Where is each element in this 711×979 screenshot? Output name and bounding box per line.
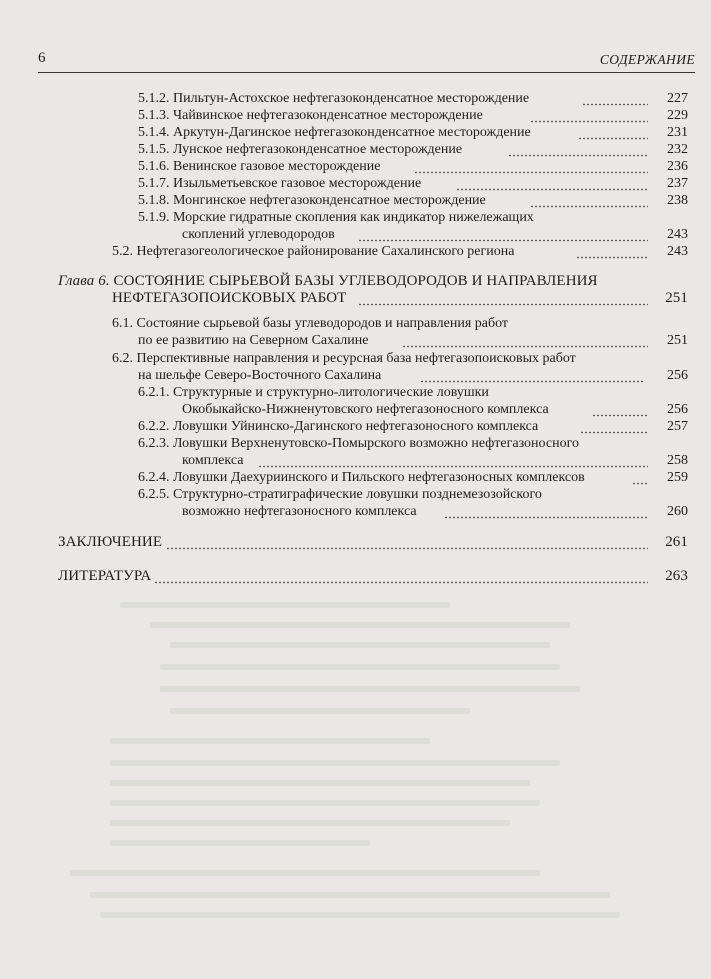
chapter-heading <box>58 273 688 290</box>
toc-entry-title: 5.1.5. Лунское нефтегазоконденсатное месторождение <box>138 142 463 157</box>
toc-entry <box>138 209 688 226</box>
toc-page-number: 261 <box>665 534 688 550</box>
toc-entry <box>138 435 688 452</box>
toc-entry-title: 5.1.6. Венинское газовое месторождение <box>138 159 381 174</box>
dot-leader <box>582 90 648 107</box>
dot-leader <box>444 503 648 520</box>
dot-leader <box>154 568 648 585</box>
toc-entry-title: 6.2.1. Структурные и структурно-литологические ловушки <box>138 385 489 400</box>
toc-entry-title: 6.2.3. Ловушки Верхненутовско-Помырского возможно нефтегазоносного <box>138 436 579 451</box>
toc-entry <box>138 175 688 192</box>
toc-entry <box>138 469 688 486</box>
toc-entry-title: 5.1.8. Монгинское нефтегазоконденсатное месторождение <box>138 193 486 208</box>
dot-leader <box>508 141 648 158</box>
toc-page-number: 227 <box>667 91 688 106</box>
toc-page-number: 237 <box>667 176 688 191</box>
toc-entry-title: на шельфе Северо-Восточного Сахалина <box>138 368 382 383</box>
chapter-heading-continuation <box>112 290 688 307</box>
toc-page-number: 257 <box>667 419 688 434</box>
toc-page-number: 258 <box>667 453 688 468</box>
toc-entry-title: скоплений углеводородов <box>182 227 335 242</box>
toc-entry-references <box>58 568 688 585</box>
toc-entry <box>138 192 688 209</box>
toc-entry-title: 5.1.3. Чайвинское нефтегазоконденсатное месторождение <box>138 108 483 123</box>
toc-entry <box>112 243 688 260</box>
toc-entry-title: возможно нефтегазоносного комплекса <box>182 504 417 519</box>
dot-leader <box>530 107 648 124</box>
chapter-title: СОСТОЯНИЕ СЫРЬЕВОЙ БАЗЫ УГЛЕВОДОРОДОВ И НАПРАВЛЕНИЯ <box>113 273 598 289</box>
toc-page-number: 243 <box>667 227 688 242</box>
toc-entry-title: 6.2.4. Ловушки Даехуриинского и Пильского нефтегазоносных комплексов <box>138 470 585 485</box>
toc-entry <box>138 124 688 141</box>
toc-entry <box>138 384 688 401</box>
chapter-title: НЕФТЕГАЗОПОИСКОВЫХ РАБОТ <box>112 290 347 306</box>
toc-entry-title: комплекса <box>182 453 244 468</box>
dot-leader <box>420 367 644 384</box>
toc-entry-continuation <box>138 332 688 349</box>
toc-entry-continuation <box>182 452 688 469</box>
dot-leader <box>578 124 648 141</box>
toc-page-number: 229 <box>667 108 688 123</box>
toc-entry-title: 6.2. Перспективные направления и ресурсная база нефтегазопоисковых работ <box>112 351 576 366</box>
toc-entry-title: 5.2. Нефтегазогеологическое районирование Сахалинского региона <box>112 244 515 259</box>
dot-leader <box>358 226 648 243</box>
toc-entry-conclusion <box>58 534 688 551</box>
toc-entry-continuation <box>182 503 688 520</box>
toc-page-number: 251 <box>667 333 688 348</box>
toc-entry-title: 6.1. Состояние сырьевой базы углеводородов и направления работ <box>112 316 509 331</box>
running-title: СОДЕРЖАНИЕ <box>599 52 695 67</box>
toc-page-number: 232 <box>667 142 688 157</box>
toc-page-number: 260 <box>667 504 688 519</box>
dot-leader <box>414 158 648 175</box>
toc-entry <box>138 486 688 503</box>
page-header <box>38 50 695 73</box>
dot-leader <box>530 192 648 209</box>
toc-page-number: 238 <box>667 193 688 208</box>
toc-page-number: 256 <box>667 402 688 417</box>
dot-leader <box>592 401 648 418</box>
toc-entry <box>138 90 688 107</box>
toc-entry-title: Окобыкайско-Нижненутовского нефтегазоносного комплекса <box>182 402 549 417</box>
dot-leader <box>576 243 648 260</box>
toc-page-number: 259 <box>667 470 688 485</box>
dot-leader <box>456 175 648 192</box>
toc-entry <box>138 107 688 124</box>
toc-entry-title: по ее развитию на Северном Сахалине <box>138 333 369 348</box>
chapter-label: Глава 6. <box>58 273 110 289</box>
dot-leader <box>632 469 648 486</box>
toc-entry-title: ЛИТЕРАТУРА <box>58 568 152 584</box>
toc-entry-title: 5.1.9. Морские гидратные скопления как индикатор нижележащих <box>138 210 534 225</box>
toc-entry-title: ЗАКЛЮЧЕНИЕ <box>58 534 163 550</box>
toc-entry-title: 6.2.5. Структурно-стратиграфические ловушки позднемезозойского <box>138 487 542 502</box>
toc-entry <box>138 141 688 158</box>
page-number: 6 <box>38 50 46 66</box>
dot-leader <box>580 418 648 435</box>
toc-page-number: 263 <box>665 568 688 584</box>
toc-entry <box>112 350 688 367</box>
toc-page-number: 256 <box>667 368 688 383</box>
toc-entry-title: 6.2.2. Ловушки Уйнинско-Дагинского нефтегазоносного комплекса <box>138 419 539 434</box>
toc-entry <box>138 158 688 175</box>
dot-leader <box>166 534 648 551</box>
dot-leader <box>402 332 648 349</box>
dot-leader <box>258 452 648 469</box>
toc-entry-continuation <box>138 367 688 384</box>
toc-entry-title: 5.1.2. Пильтун-Астохское нефтегазоконденсатное месторождение <box>138 91 530 106</box>
toc-entry <box>138 418 688 435</box>
toc-page-number: 251 <box>665 290 688 306</box>
toc-entry-continuation <box>182 226 688 243</box>
toc-entry-title: 5.1.4. Аркутун-Дагинское нефтегазоконденсатное месторождение <box>138 125 531 140</box>
toc-page-number: 243 <box>667 244 688 259</box>
toc-page-number: 231 <box>667 125 688 140</box>
toc-page-number: 236 <box>667 159 688 174</box>
toc-entry-continuation <box>182 401 688 418</box>
dot-leader <box>358 290 648 307</box>
toc-entry-title: 5.1.7. Изыльметьевское газовое месторождение <box>138 176 422 191</box>
toc-entry <box>112 315 688 332</box>
